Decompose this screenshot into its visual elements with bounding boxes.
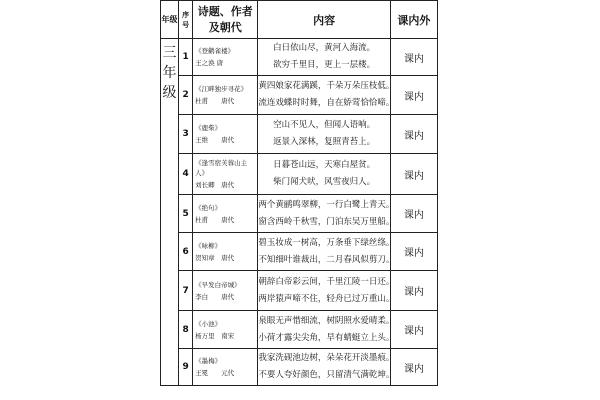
- row-number: 3: [179, 115, 193, 154]
- poem-line: 两个黄鹂鸣翠柳，一行白鹭上青天。: [258, 199, 395, 210]
- header-grade: 年级: [161, 1, 179, 39]
- poem-line: 欲穷千里目，更上一层楼。: [273, 60, 376, 70]
- grade-cell: 三 年 级: [161, 39, 179, 386]
- poem-author: 王冕 元代: [195, 369, 235, 377]
- poem-content: [258, 39, 390, 76]
- poem-author: 杜甫 唐代: [195, 215, 235, 224]
- poem-line: 两岸猿声啼不住，轻舟已过万重山。: [258, 293, 395, 304]
- class-type: 课内: [390, 195, 437, 233]
- poem-title: 《墨梅》: [195, 357, 222, 365]
- class-type: 课内: [390, 349, 437, 386]
- row-number: 6: [179, 233, 193, 271]
- poem-line: 碧玉妆成一树高，万条垂下绿丝绦。: [258, 237, 395, 248]
- poem-author: 李白 唐代: [195, 292, 235, 301]
- poem-row: [161, 76, 438, 115]
- class-type: 课内: [390, 76, 437, 115]
- poem-title-author: [193, 349, 258, 386]
- poem-line: 小荷才露尖尖角，早有蜻蜓立上头。: [258, 332, 395, 343]
- row-number: 9: [179, 349, 193, 386]
- class-type: 课内: [390, 233, 437, 271]
- row-number: 1: [179, 39, 193, 76]
- poem-author: 贺知章 唐代: [195, 253, 235, 262]
- header-title: 诗题、作者及朝代: [193, 1, 258, 39]
- poem-table-page: [160, 0, 438, 400]
- poem-title: 《逢雪宿芙蓉山主人》: [195, 159, 248, 177]
- poem-row: [161, 39, 438, 76]
- poem-line: 不知细叶谁裁出，二月春风似剪刀。: [258, 254, 395, 265]
- poem-title: 《登鹳雀楼》: [195, 47, 235, 55]
- poem-line: 流连戏蝶时时舞，自在娇莺恰恰啼。: [258, 98, 395, 108]
- poem-author: 刘长卿 唐代: [195, 181, 235, 189]
- poem-title: 《早发白帝城》: [195, 280, 241, 289]
- header-row: [161, 1, 438, 39]
- poem-title-author: [193, 39, 258, 76]
- poem-title-author: [193, 154, 258, 195]
- poem-line: 黄四娘家花满蹊，千朵万朵压枝低。: [258, 81, 395, 91]
- poem-title: 《江畔独步寻花》: [195, 85, 248, 93]
- poem-line: 泉眼无声惜细流，树阴照水爱晴柔。: [258, 315, 395, 326]
- poem-author: 杨万里 南宋: [195, 331, 235, 340]
- poem-title-author: [193, 76, 258, 115]
- poem-author: 杜甫 唐代: [195, 97, 235, 105]
- poem-content: [258, 115, 390, 154]
- poem-line: 白日依山尽，黄河入海流。: [273, 43, 376, 53]
- row-number: 2: [179, 76, 193, 115]
- poem-line: 柴门闻犬吠，风雪夜归人。: [273, 177, 376, 187]
- poem-title: 《绝句》: [195, 203, 222, 212]
- poem-row: [161, 271, 438, 311]
- poem-content: [258, 195, 395, 233]
- poem-title: 《咏柳》: [195, 241, 222, 250]
- poem-row: [161, 154, 438, 195]
- poem-title-author: [193, 195, 258, 233]
- header-number: 序号: [179, 1, 193, 39]
- poem-author: 王之涣 唐: [195, 59, 224, 67]
- poem-content: [258, 349, 395, 386]
- poem-title-author: [193, 233, 258, 271]
- header-class: 课内外: [390, 1, 437, 39]
- poem-line: 我家洗砚池边树，朵朵花开淡墨痕。: [258, 353, 395, 363]
- poem-content: [258, 233, 395, 271]
- row-number: 7: [179, 271, 193, 311]
- poem-author: 王维 唐代: [195, 136, 235, 144]
- poem-row: [161, 233, 438, 271]
- poem-line: 返景入深林，复照青苔上。: [273, 137, 376, 147]
- poem-title-author: [193, 311, 258, 349]
- poem-line: 日暮苍山远，天寒白屋贫。: [273, 160, 376, 170]
- header-content: 内容: [258, 1, 390, 39]
- poem-row: [161, 115, 438, 154]
- class-type: 课内: [390, 39, 437, 76]
- poem-row: [161, 195, 438, 233]
- poem-title: 《鹿柴》: [195, 124, 222, 132]
- row-number: 5: [179, 195, 193, 233]
- poem-content: [258, 311, 395, 349]
- poem-row: [161, 311, 438, 349]
- class-type: 课内: [390, 271, 437, 311]
- poem-line: 窗含西岭千秋雪，门泊东吴万里船。: [258, 216, 395, 227]
- poem-table: [160, 0, 438, 386]
- poem-line: 空山不见人，但闻人语响。: [273, 120, 376, 130]
- class-type: 课内: [390, 115, 437, 154]
- poem-content: [258, 271, 395, 311]
- poem-line: 朝辞白帝彩云间，千里江陵一日还。: [258, 276, 395, 287]
- poem-line: 不要人夸好颜色，只留清气满乾坤。: [258, 370, 395, 380]
- class-type: 课内: [390, 311, 437, 349]
- class-type: 课内: [390, 154, 437, 195]
- poem-content: [258, 154, 390, 195]
- poem-title: 《小池》: [195, 319, 222, 328]
- row-number: 8: [179, 311, 193, 349]
- poem-row: [161, 349, 438, 386]
- poem-title-author: [193, 271, 258, 311]
- row-number: 4: [179, 154, 193, 195]
- poem-content: [258, 76, 395, 115]
- poem-title-author: [193, 115, 258, 154]
